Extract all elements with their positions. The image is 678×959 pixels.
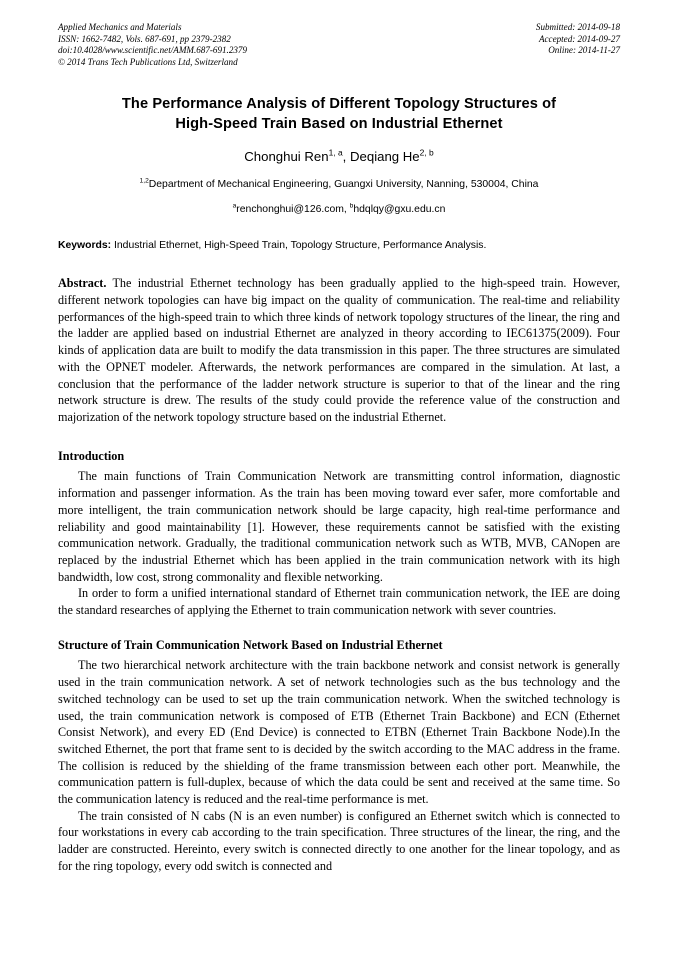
author-affil-marker-2: 2, b xyxy=(419,147,434,158)
abstract xyxy=(58,275,620,425)
author-name-1: Chonghui Ren xyxy=(244,149,329,165)
keywords xyxy=(58,239,620,253)
keywords-value: Industrial Ethernet, High-Speed Train, Topology Structure, Performance Analysis. xyxy=(114,240,487,252)
abstract-label: Abstract. xyxy=(58,276,107,291)
author-affil-marker-1: 1, a xyxy=(328,147,343,158)
author-list xyxy=(58,148,620,165)
journal-name: Applied Mechanics and Materials xyxy=(58,22,182,32)
paragraph-structure-2: The train consisted of N cabs (N is an even number) is configured an Ethernet switch which is connected to four workstations in every cab according to the train specification. Three structures of the linear, the ring, and the ladder are constructed. Hereinto, every switch is connected directly to one another for the linear topology, and as for the ring topology, every odd switch is connected and xyxy=(58,808,620,873)
affiliation-marker: 1,2 xyxy=(139,177,149,185)
journal-header-left xyxy=(58,22,247,68)
email-address-b[interactable]: hdqlqy@gxu.edu.cn xyxy=(353,204,446,216)
section-heading-structure: Structure of Train Communication Network Based on Industrial Ethernet xyxy=(58,637,443,652)
abstract-text: The industrial Ethernet technology has been gradually applied to the high-speed train. However, different network topologies can have big impact on the quality of communication. The real-time and reliability performances of the high-speed train to which three kinds of network topology structures of the linear, the ring and the ladder are applied based on industrial Ethernet are analyzed in theory according to IEC61375(2009). Four kinds of application data are built to modify the data transmission in this paper. The three structures are simulated with the OPNET modeler. Afterwards, the network performances are compared in the simulation. At last, a conclusion that the performance of the ladder network structure is superior to that of the linear and the ring network structure is drew. The results of the study could provide the reference value of the construction and majorization of the network topology structure based on the industrial Ethernet. xyxy=(58,276,620,424)
journal-header-right xyxy=(536,22,620,57)
title-line-2: High-Speed Train Based on Industrial Ethernet xyxy=(175,116,503,133)
section-spacer xyxy=(58,619,620,637)
accepted-date: Accepted: 2014-09-27 xyxy=(538,33,620,44)
affiliation xyxy=(58,178,620,192)
affiliation-text: Department of Mechanical Engineering, Guangxi University, Nanning, 530004, China xyxy=(148,179,539,191)
email-marker-a: a xyxy=(232,202,237,210)
online-date: Online: 2014-11-27 xyxy=(548,45,620,56)
section-heading-introduction: Introduction xyxy=(58,448,125,463)
keywords-label: Keywords: xyxy=(58,240,112,252)
email-marker-b: b xyxy=(349,202,354,210)
email-address-a[interactable]: renchonghui@126.com, xyxy=(236,204,347,216)
journal-header xyxy=(58,22,620,68)
paragraph-intro-2: In order to form a unified international standard of Ethernet train communication network, the IEE are doing the standard researches of applying the Ethernet to train communication network with sever countries. xyxy=(58,586,620,618)
author-name-2: Deqiang He xyxy=(350,149,420,165)
journal-copyright: © 2014 Trans Tech Publications Ltd, Switzerland xyxy=(58,56,238,67)
paragraph-structure-1: The two hierarchical network architecture with the train backbone network and consist network is generally used in the train communication network. A set of network technologies such as the bus technology and the switched technology can be used to set up the train communication network. When the switched technology is used, the train communication network is composed of ETB (Ethernet Train Backbone) and ECN (Ethernet Consist Network), and every ED (End Device) is connected to ETBN (Ethernet Train Backbone Node).In the switched Ethernet, the port that frame sent to is decided by the switch according to the MAC address in the frame. The collision is reduced by the shielding of the frame transmission between each other port. Meanwhile, the communication pattern is full-duplex, because of which the data could be sent and received at the same time. So the communication latency is reduced and the real-time performance is met. xyxy=(58,658,620,807)
title-line-1: The Performance Analysis of Different Topology Structures of xyxy=(121,96,557,113)
author-emails xyxy=(58,203,620,217)
page-title xyxy=(72,94,606,134)
journal-doi: doi:10.4028/www.scientific.net/AMM.687-691.2379 xyxy=(58,45,248,56)
submitted-date: Submitted: 2014-09-18 xyxy=(535,22,620,32)
journal-issn: ISSN: 1662-7482, Vols. 687-691, pp 2379-2382 xyxy=(58,33,231,44)
paragraph-intro-1: The main functions of Train Communication Network are transmitting control information, diagnostic information and passenger information. As the train has been moving toward ever safer, more comfortable and more intelligent, the train communication network should be large capacity, high real-time performance and reliability and good maintainability [1]. However, these requirements cannot be satisfied with the existing communication network. Gradually, the traditional communication network such as WTB, MVB, CANopen are replaced by the industrial Ethernet which has been applied in the train communication network with its high bandwidth, low cost, strong commonality and flexible networking. xyxy=(58,469,620,584)
author-separator: , xyxy=(342,149,350,165)
